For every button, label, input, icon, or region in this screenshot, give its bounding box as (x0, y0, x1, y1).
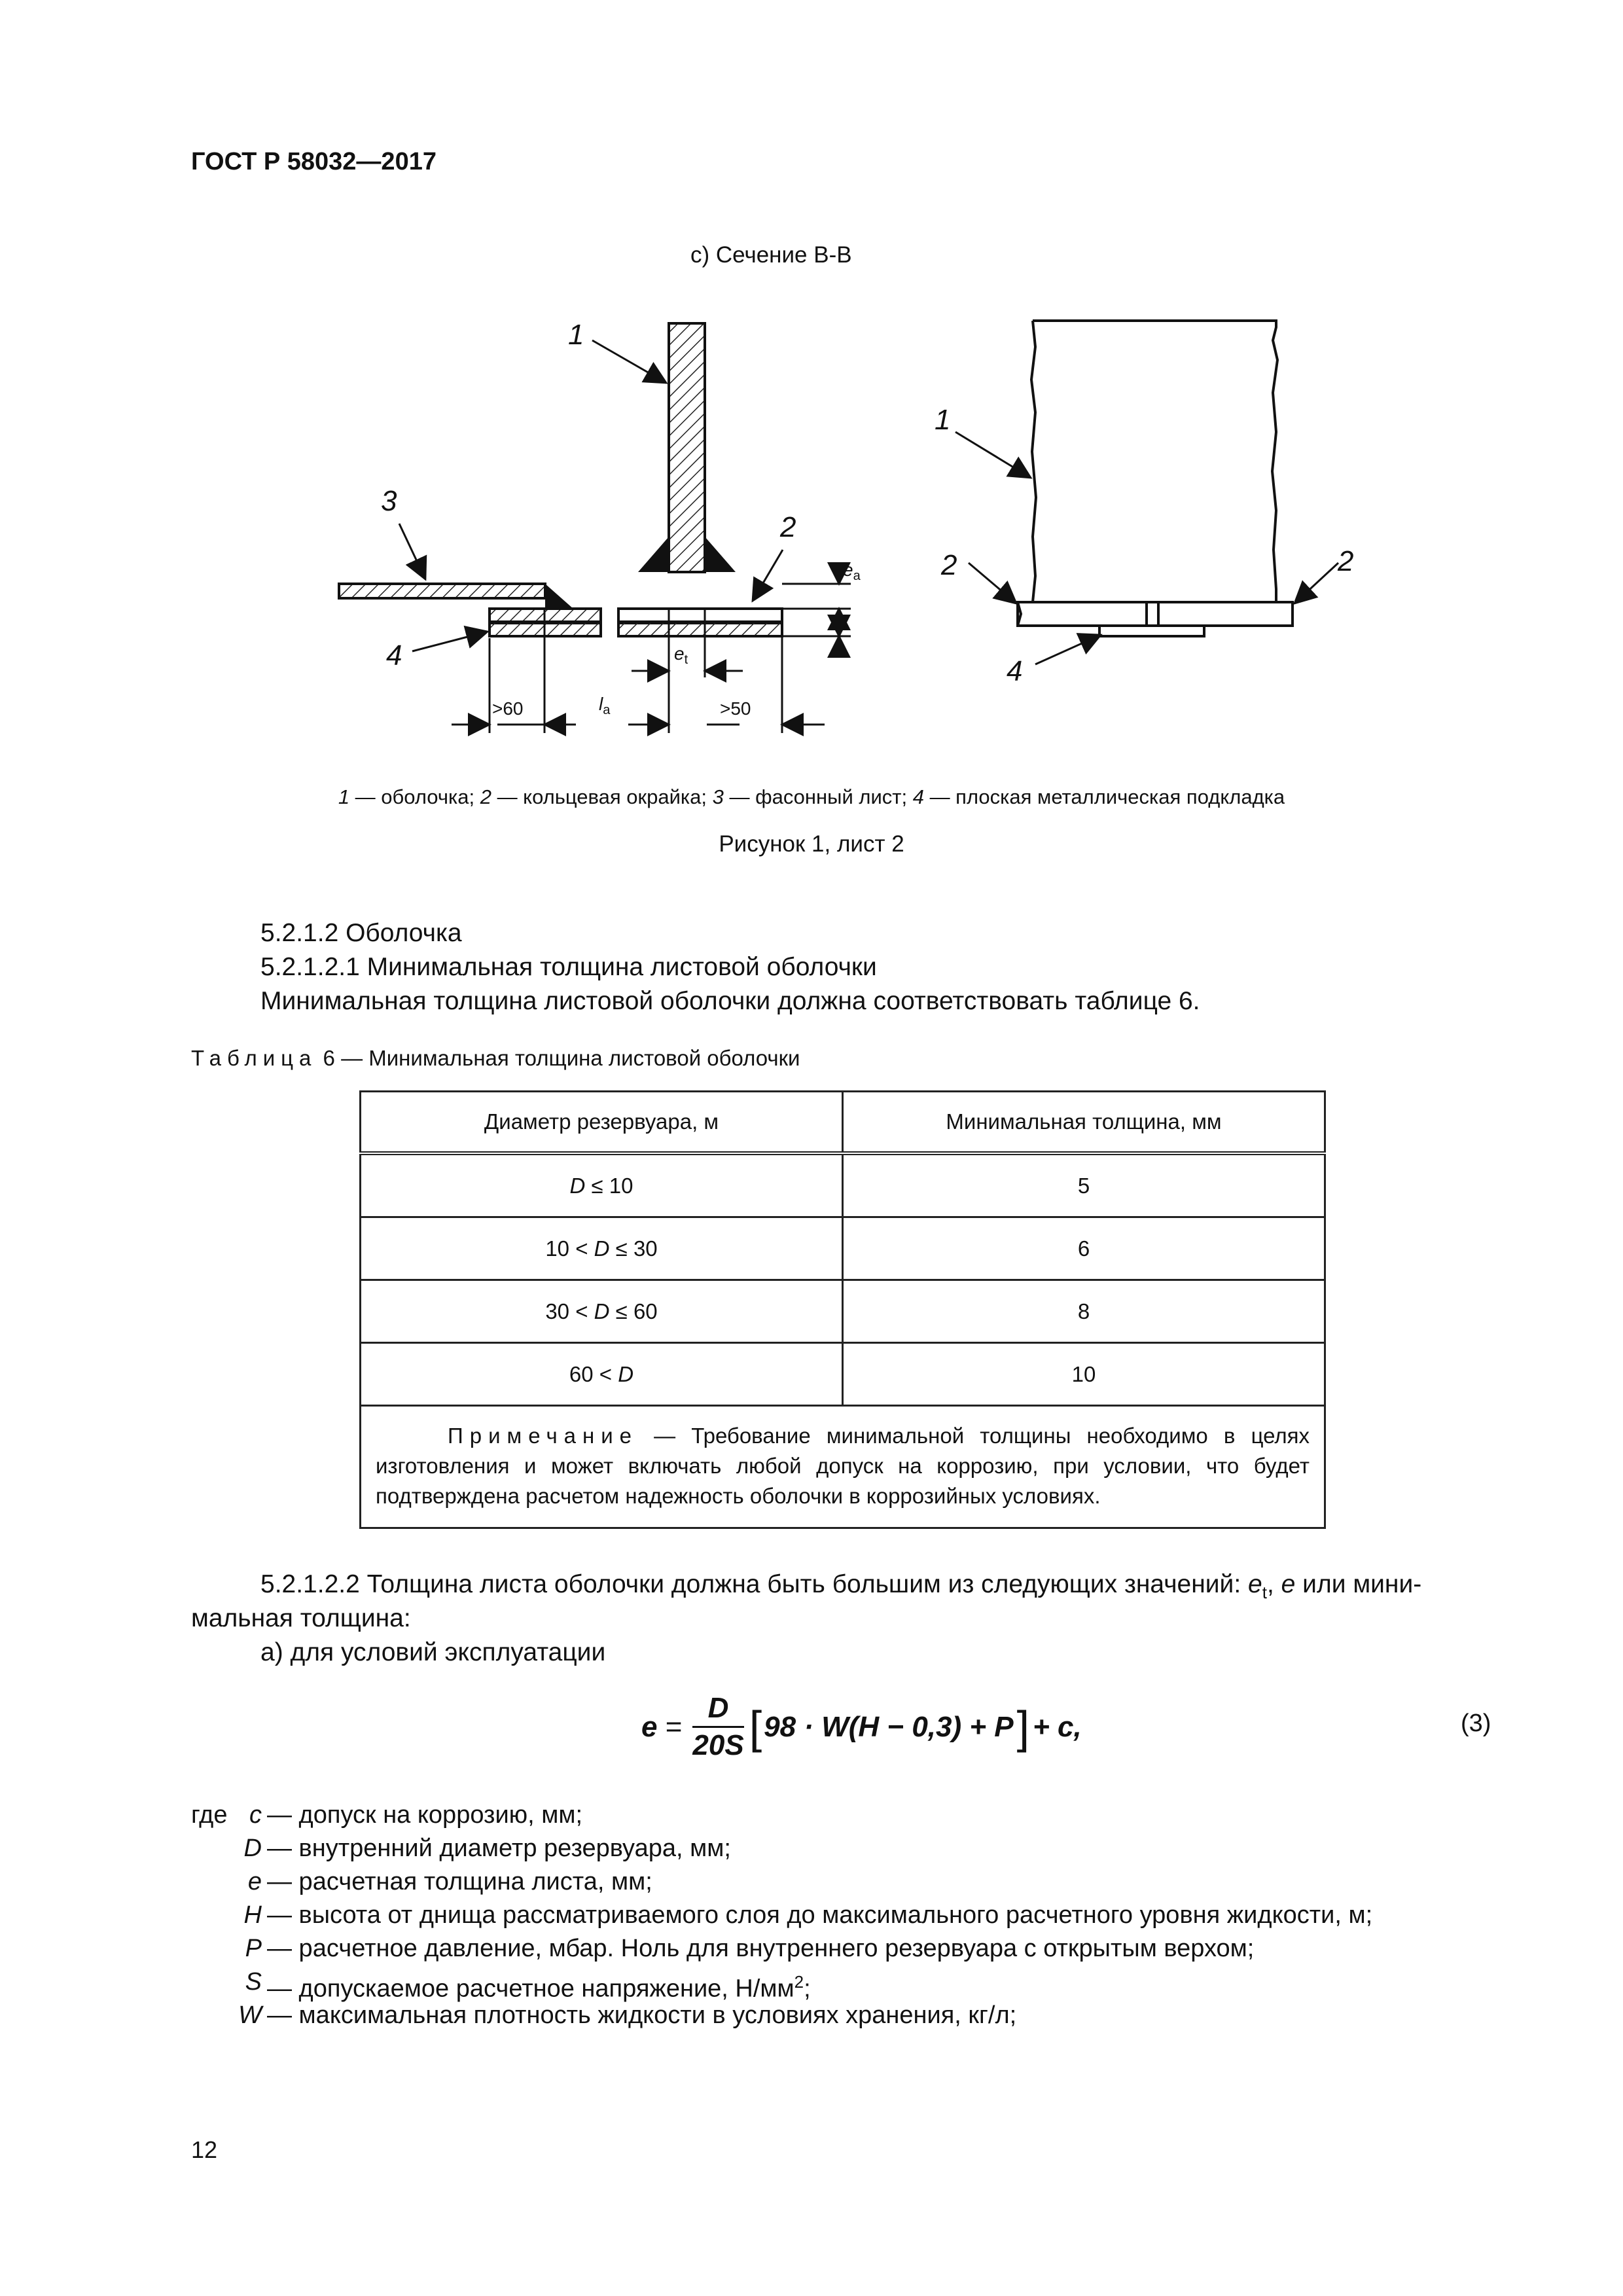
legend-text-1: — оболочка; (349, 785, 480, 808)
cell-diameter: 10 < D ≤ 30 (361, 1217, 843, 1280)
label-annular: 2 (780, 511, 796, 543)
formula-body: 98 · W(H − 0,3) + P (764, 1710, 1014, 1743)
label-annular-right-b: 2 (1338, 545, 1354, 577)
page-number: 12 (191, 2136, 218, 2163)
clause-item-a: а) для условий эксплуатации (260, 1638, 606, 1666)
section-paragraph: Минимальная толщина листовой оболочки должна соответствовать таблице 6. (260, 987, 1200, 1015)
document-header: ГОСТ Р 58032—2017 (191, 148, 437, 175)
formula-number: (3) (1461, 1710, 1491, 1737)
sketch-plate (339, 584, 545, 598)
legend-num-4: 4 (912, 785, 924, 808)
where-text: — расчетная толщина листа, мм; (267, 1868, 652, 1895)
figure-caption: Рисунок 1, лист 2 (719, 831, 904, 857)
table-row (361, 1153, 1325, 1217)
where-sym: P (245, 1935, 262, 1962)
where-text: — внутренний диаметр резервуара, мм; (267, 1835, 731, 1862)
table-6 (359, 1090, 1326, 1529)
section-heading: 5.2.1.2 Оболочка (260, 919, 462, 947)
label-shell: 1 (568, 319, 584, 351)
formula-denominator: 20S (692, 1729, 744, 1761)
label-et: $e_t$ (674, 643, 688, 667)
where-lead: где (191, 1801, 228, 1829)
table-row (361, 1343, 1325, 1406)
table-row (361, 1217, 1325, 1280)
bracket-close: ] (1016, 1701, 1030, 1753)
shell-elevation (1033, 321, 1277, 602)
note-lead: Примечание (448, 1424, 639, 1448)
figure-drawing (0, 301, 1623, 759)
table-note (361, 1406, 1325, 1528)
leader-lines-left (399, 340, 783, 651)
figure-legend (0, 785, 1623, 809)
dim-la: $l_a$ (599, 694, 611, 717)
cell-diameter: D ≤ 10 (361, 1153, 843, 1217)
shell-elevation-left (1031, 321, 1036, 602)
formula-3 (641, 1692, 1082, 1762)
label-annular-right-a: 2 (941, 549, 957, 581)
dim-gt60: >60 (492, 698, 524, 719)
legend-num-2: 2 (480, 785, 491, 808)
where-text: — допускаемое расчетное напряжение, $Н/мм^2$; (267, 1972, 811, 2003)
where-sym: D (243, 1835, 262, 1862)
where-sym: S (245, 1968, 262, 1996)
formula-tail: + c, (1033, 1710, 1082, 1743)
label-shell-right: 1 (935, 404, 951, 436)
cell-thickness: 6 (843, 1217, 1325, 1280)
note-text: — Требование минимальной толщины необходимо в целях изготовления и может включать любой допуск на коррозию, при условии, что будет подтверждена расчетом надежность оболочки в коррозийных условиях. (376, 1424, 1310, 1508)
header-thickness: Минимальная толщина, мм (843, 1092, 1325, 1154)
header-diameter: Диаметр резервуара, м (361, 1092, 843, 1154)
label-backing: 4 (386, 639, 402, 672)
formula-numerator: D (692, 1692, 743, 1728)
cell-diameter: 30 < D ≤ 60 (361, 1280, 843, 1343)
annular-plate-main (618, 622, 782, 636)
legend-text-2: — кольцевая окрайка; (491, 785, 713, 808)
formula-eq: = (665, 1710, 683, 1743)
table-caption-lead: Таблица (191, 1046, 317, 1070)
weld-fillet-left (638, 537, 669, 572)
backing-strip-elevation (1099, 626, 1204, 636)
where-text: — допуск на коррозию, мм; (267, 1801, 583, 1829)
legend-num-1: 1 (338, 785, 350, 808)
where-sym: H (243, 1901, 262, 1929)
clause-paragraph: 5.2.1.2.2 Толщина листа оболочки должна быть большим из следующих значений: $e_t$, e или мини- (260, 1570, 1422, 1602)
dim-gt50: >50 (720, 698, 751, 719)
table-caption-rest: 6 — Минимальная толщина листовой оболочки (317, 1046, 800, 1070)
where-sym: c (249, 1801, 262, 1829)
shell-plate-section (669, 323, 705, 572)
table-caption (191, 1046, 800, 1071)
cell-thickness: 5 (843, 1153, 1325, 1217)
legend-text-3: — фасонный лист; (723, 785, 913, 808)
clause-paragraph-cont: мальная толщина: (191, 1604, 411, 1632)
where-sym: W (238, 2001, 262, 2029)
table-header-row (361, 1092, 1325, 1154)
cell-thickness: 10 (843, 1343, 1325, 1406)
cell-thickness: 8 (843, 1280, 1325, 1343)
legend-text-4: — плоская металлическая подкладка (923, 785, 1285, 808)
figure-subtitle: с) Сечение В-В (690, 242, 852, 268)
subsection-heading: 5.2.1.2.1 Минимальная толщина листовой оболочки (260, 953, 877, 981)
label-sketch-plate: 3 (381, 485, 397, 517)
formula-lhs: e (641, 1710, 658, 1743)
legend-num-3: 3 (712, 785, 724, 808)
table-row (361, 1280, 1325, 1343)
where-text: — максимальная плотность жидкости в условиях хранения, кг/л; (267, 2001, 1017, 2029)
bracket-open: [ (749, 1701, 762, 1753)
cell-diameter: 60 < D (361, 1343, 843, 1406)
label-backing-right: 4 (1007, 655, 1023, 687)
annular-plate-elevation (1018, 602, 1293, 626)
weld-fillet-right (705, 537, 736, 572)
table-note-row (361, 1406, 1325, 1528)
label-ea: $e_a$ (843, 560, 861, 583)
where-sym: e (247, 1868, 262, 1895)
weld-fillet-sketch (545, 584, 573, 609)
where-text: — расчетное давление, мбар. Ноль для внутреннего резервуара с открытым верхом; (267, 1935, 1255, 1962)
where-text: — высота от днища рассматриваемого слоя до максимального расчетного уровня жидкости, м; (267, 1901, 1373, 1929)
